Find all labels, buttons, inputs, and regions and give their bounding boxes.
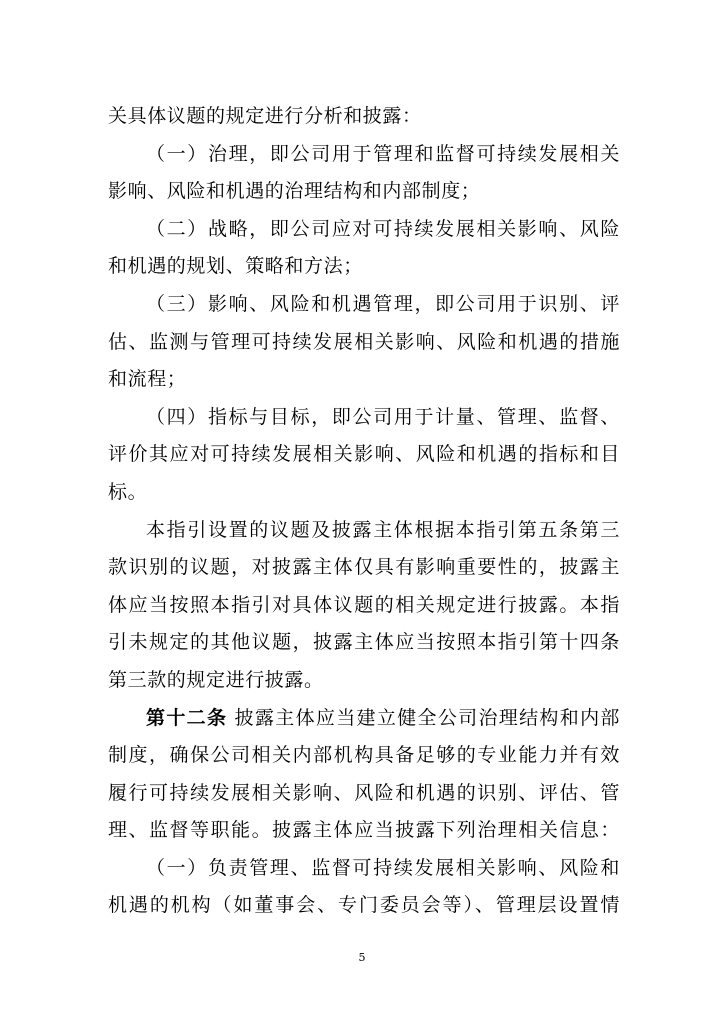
- text-line: 和机遇的规划、策略和方法；: [108, 255, 363, 278]
- text-line: 关具体议题的规定进行分析和披露：: [108, 105, 422, 127]
- text-line: 制度，确保公司相关内部机构具备足够的专业能力并有效: [108, 744, 620, 767]
- text-line: 和流程；: [108, 368, 187, 391]
- text-line: （一）负责管理、监督可持续发展相关影响、风险和: [146, 856, 620, 879]
- body-text: [108, 98, 620, 925]
- text-line: 估、监测与管理可持续发展相关影响、风险和机遇的措施: [108, 330, 620, 353]
- text-line: 影响、风险和机遇的治理结构和内部制度；: [108, 180, 481, 203]
- text-line: 标。: [108, 480, 148, 503]
- text-line: 引未规定的其他议题，披露主体应当按照本指引第十四条: [108, 631, 620, 654]
- text-line: 机遇的机构（如董事会、专门委员会等）、管理层设置情: [108, 894, 620, 917]
- text-line: 款识别的议题，对披露主体仅具有影响重要性的，披露主: [108, 556, 620, 579]
- text-line: （四）指标与目标，即公司用于计量、管理、监督、: [146, 405, 620, 428]
- page-number: 5: [358, 951, 366, 964]
- text-line: （三）影响、风险和机遇管理，即公司用于识别、评: [146, 292, 620, 315]
- text-line: 体应当按照本指引对具体议题的相关规定进行披露。本指: [108, 593, 620, 616]
- article-line: [108, 700, 620, 738]
- text-line: 本指引设置的议题及披露主体根据本指引第五条第三: [146, 518, 620, 541]
- text-line: 理、监督等职能。披露主体应当披露下列治理相关信息：: [108, 819, 620, 842]
- text-line: 第三款的规定进行披露。: [108, 668, 324, 691]
- article-heading: 第十二条: [146, 706, 228, 729]
- text-line: （二）战略，即公司应对可持续发展相关影响、风险: [146, 217, 620, 240]
- article-text: 披露主体应当建立健全公司治理结构和内部: [234, 706, 620, 729]
- text-line: 评价其应对可持续发展相关影响、风险和机遇的指标和目: [108, 443, 620, 466]
- text-line: 履行可持续发展相关影响、风险和机遇的识别、评估、管: [108, 781, 620, 804]
- text-line: （一）治理，即公司用于管理和监督可持续发展相关: [146, 142, 620, 165]
